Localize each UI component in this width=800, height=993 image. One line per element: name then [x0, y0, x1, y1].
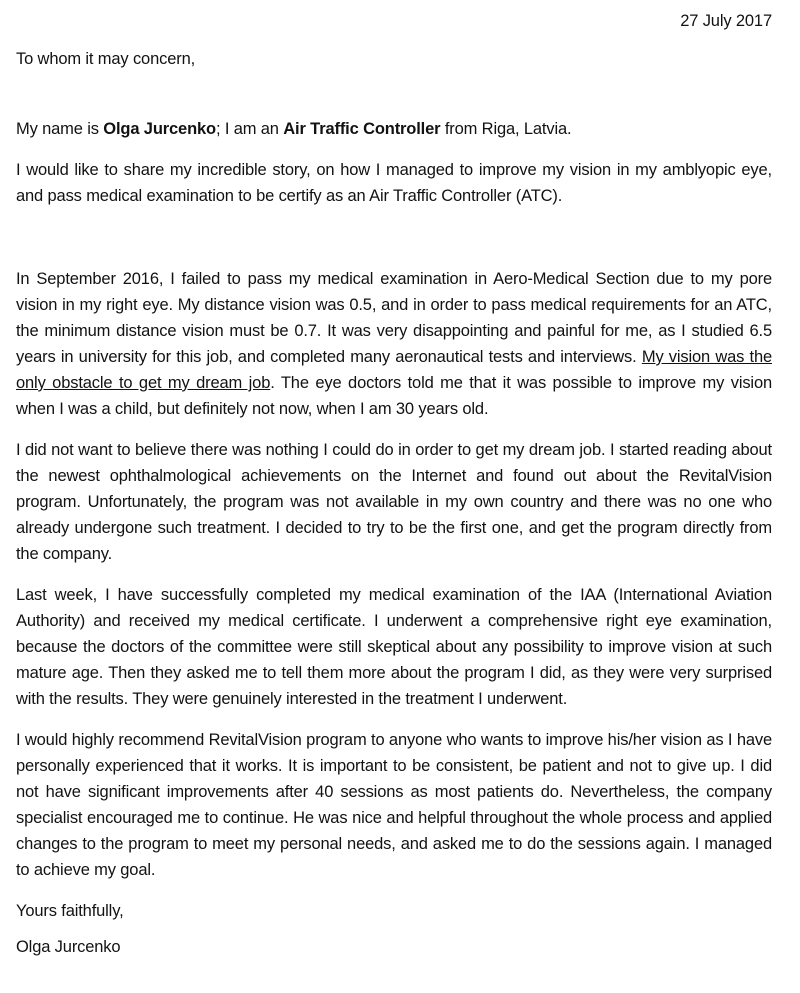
- letter-date: 27 July 2017: [680, 12, 772, 30]
- paragraph-recommend: I would highly recommend RevitalVision program to anyone who wants to improve his/her vision as I have personally experienced that it works. It is important to be consistent, be patient and not to give up. I did not have significant improvements after 40 sessions as most patients do. Nevertheless, the company specialist encouraged me to continue. He was nice and helpful throughout the whole process and applied changes to the program to meet my personal needs, and asked me to do the sessions again. I managed to achieve my goal.: [16, 731, 772, 879]
- closing-valediction: Yours faithfully,: [16, 902, 124, 920]
- author-name: Olga Jurcenko: [103, 120, 216, 138]
- underlined-sentence: My vision was the only obstacle to get my dream job: [16, 348, 772, 392]
- paragraph-story: I would like to share my incredible story, on how I managed to improve my vision in my amblyopic eye, and pass medical examination to be certify as an Air Traffic Controller (ATC).: [16, 161, 772, 205]
- intro-post: from Riga, Latvia.: [440, 120, 572, 138]
- vertical-spacer: [16, 72, 772, 116]
- september-post: . The eye doctors told me that it was possible to improve my vision when I was a child, but definitely not now, when I am 30 years old.: [16, 374, 773, 418]
- paragraph-believe: I did not want to believe there was nothing I could do in order to get my dream job. I started reading about the newest ophthalmological achievements on the Internet and found out about the RevitalVision program. Unfortunately, the program was not available in my own country and there was no one who already undergone such treatment. I decided to try to be the first one, and get the program directly from the company.: [16, 441, 772, 563]
- intro-line: [16, 116, 772, 142]
- salutation: To whom it may concern,: [16, 50, 196, 68]
- intro-mid: ; I am an: [215, 120, 284, 138]
- september-pre: In September 2016, I failed to pass my medical examination in Aero-Medical Section due to my pore vision in my right eye. My distance vision was 0.5, and in order to pass medical requirements for an ATC, the minimum distance vision must be 0.7. It was very disappointing and painful for me, as I studied 6.5 years in university for this job, and completed many aeronautical tests and interviews.: [16, 270, 772, 366]
- paragraph-last-week: Last week, I have successfully completed my medical examination of the IAA (International Aviation Authority) and received my medical certificate. I underwent a comprehensive right eye examination, because the doctors of the committee were still skeptical about any possibility to improve vision at such mature age. Then they asked me to tell them more about the program I did, as they were very surprised with the results. They were genuinely interested in the treatment I underwent.: [16, 586, 772, 708]
- closing-block: [16, 898, 772, 960]
- intro-pre: My name is: [16, 120, 104, 138]
- author-role: Air Traffic Controller: [283, 120, 441, 138]
- signature-name: Olga Jurcenko: [16, 938, 121, 956]
- vertical-spacer: [16, 224, 772, 266]
- paragraph-september: [16, 266, 772, 422]
